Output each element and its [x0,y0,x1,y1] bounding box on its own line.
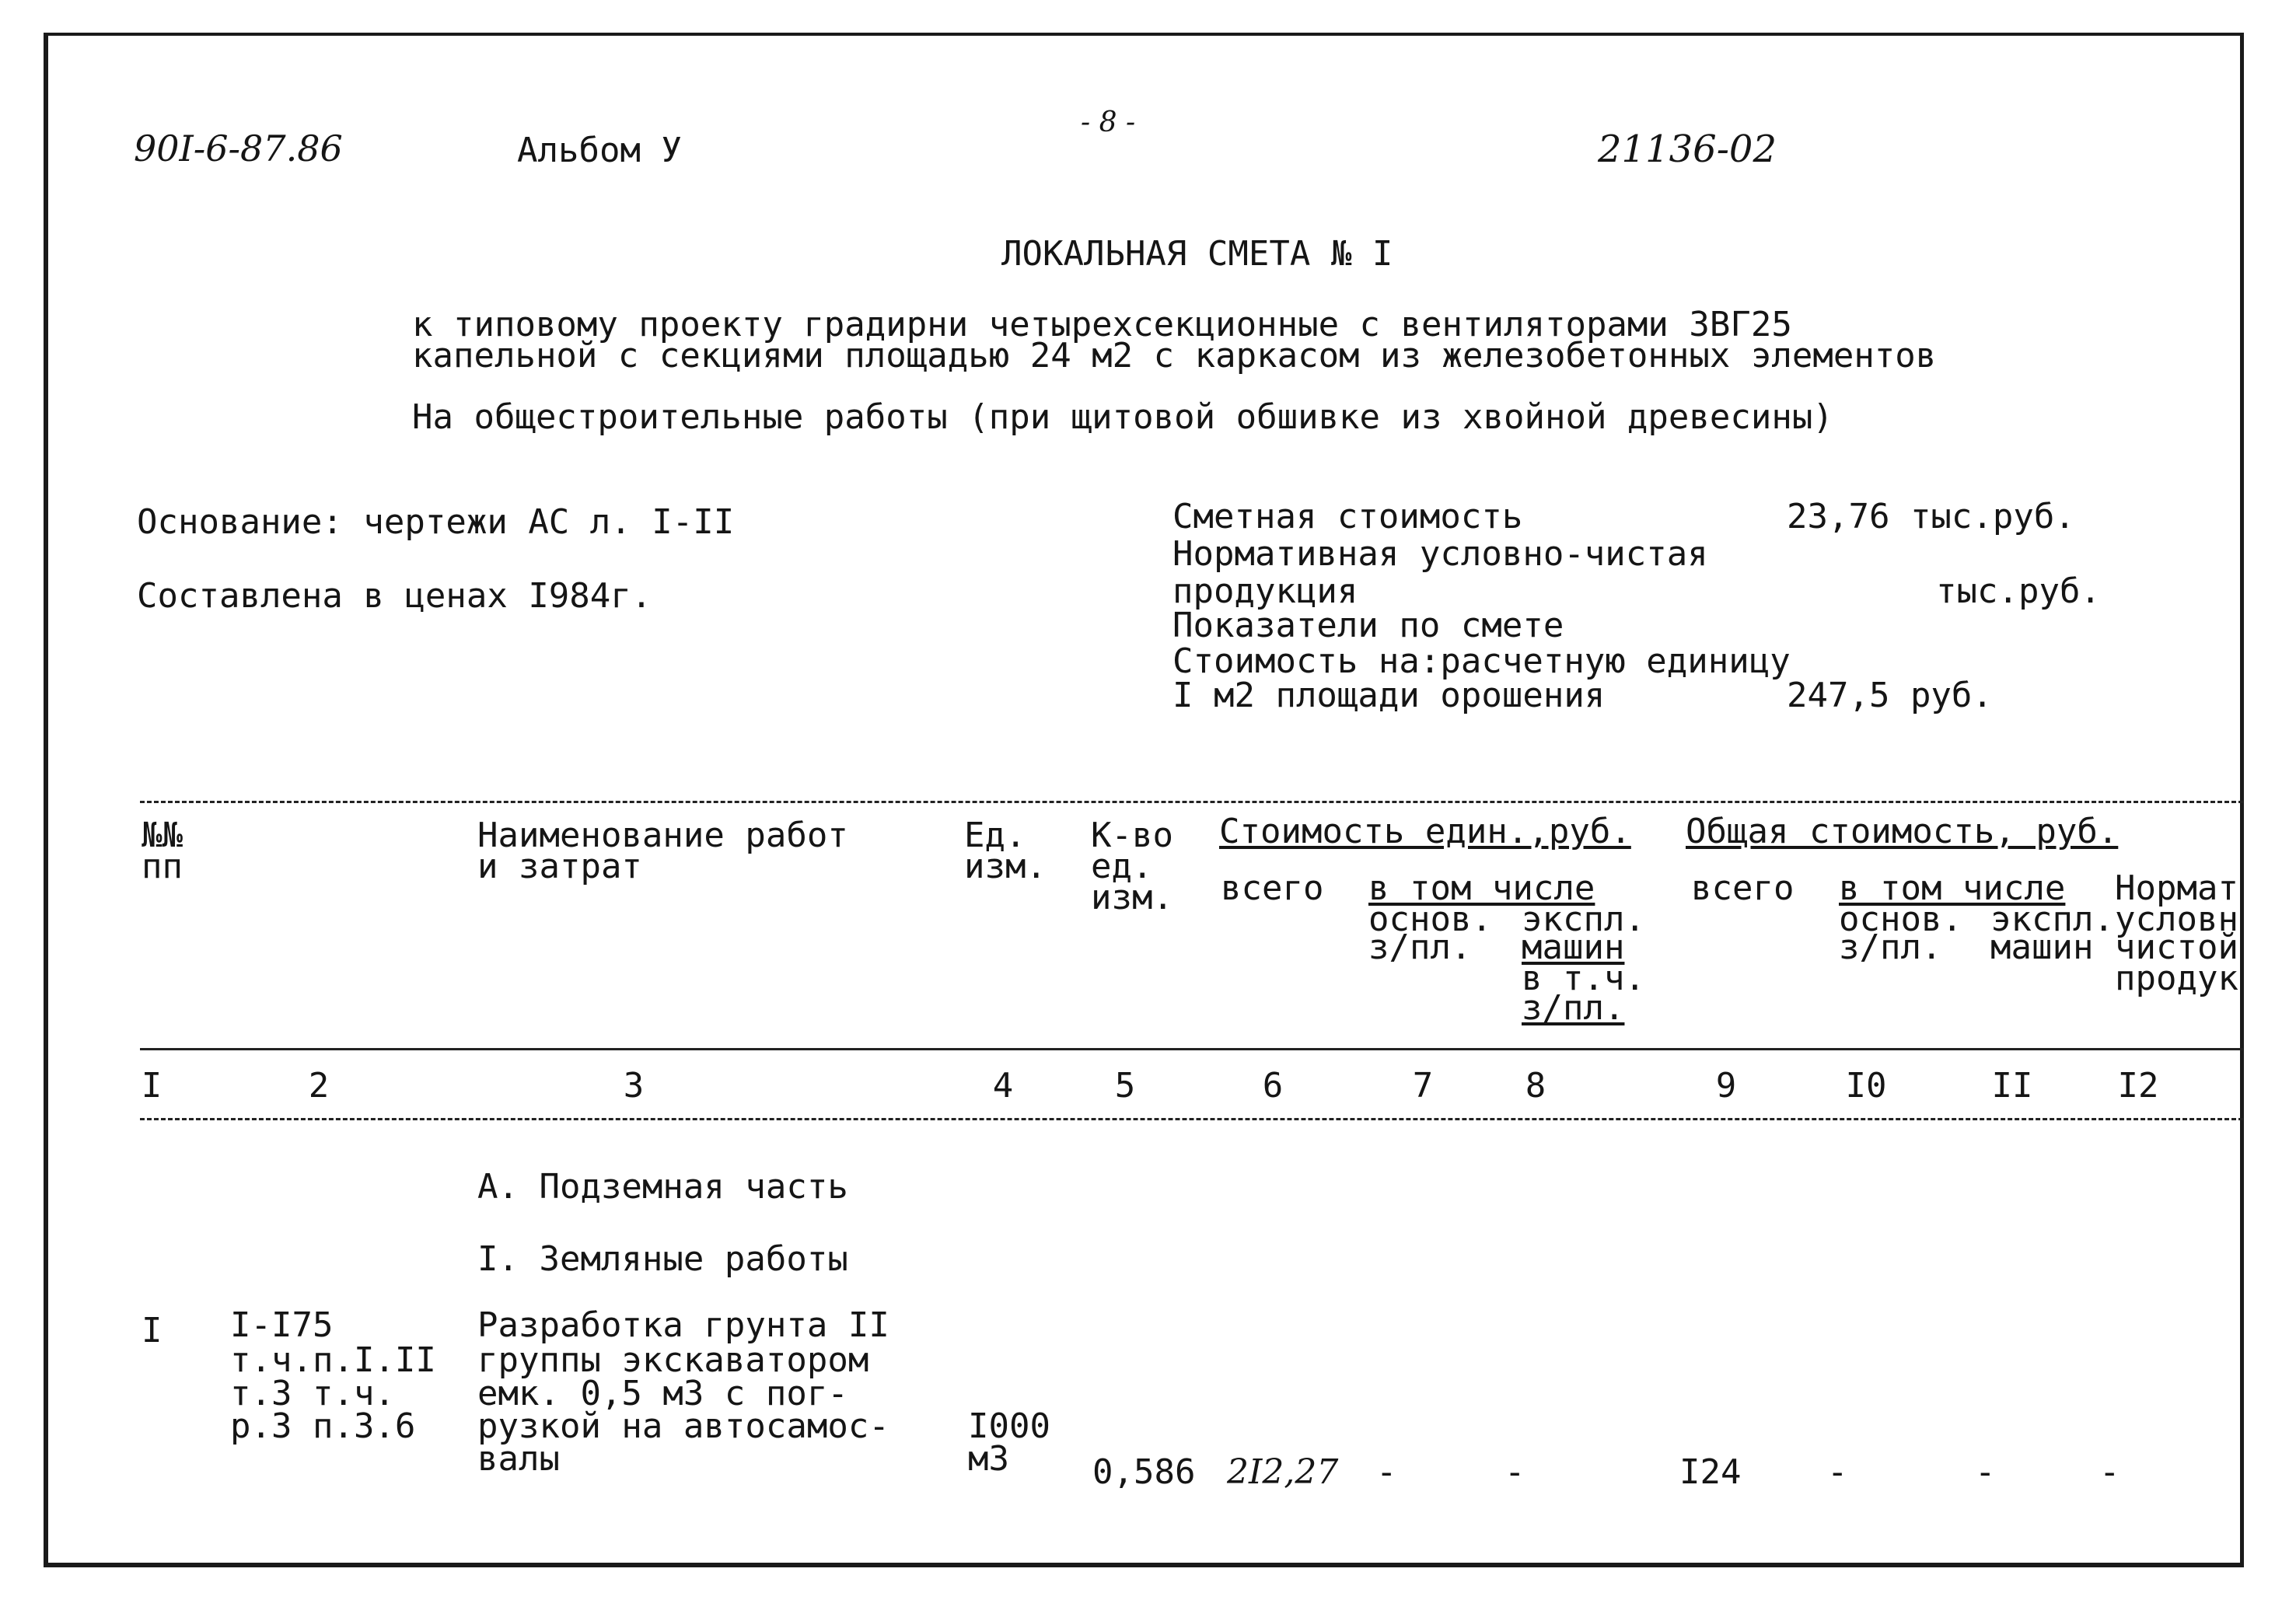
column-number: 8 [1525,1066,1546,1106]
normative-label-1: Нормативная условно-чистая [1172,534,1708,574]
header-norm-2: условн [2115,900,2238,939]
header-qty-1: К-во [1091,816,1173,855]
header-qty-2: ед. [1091,847,1153,886]
header-total-incl: в том числе [1839,868,2066,908]
column-number: I [141,1066,163,1106]
header-unit-incl: в том числе [1368,868,1595,908]
subtitle-line-1: к типовому проекту градирни четырехсекционные с вентиляторами ЗВГ25 [412,305,1792,344]
header-unit-cost: Стоимость един.,руб. [1219,812,1631,851]
row-code-line: т.ч.п.I.II [230,1340,436,1380]
row-name-line: валы [477,1439,560,1479]
header-total-wage-2: з/пл. [1839,928,1942,967]
row-unit-mach: - [1504,1452,1525,1492]
header-unit-mach-3: в т.ч. [1522,959,1645,998]
column-number: II [1991,1066,2033,1106]
area-label: I м2 площади орошения [1172,676,1606,715]
column-number: I2 [2117,1066,2159,1106]
header-norm-4: продук [2115,959,2238,998]
header-unit-2: изм. [964,847,1047,886]
header-unit-1: Ед. [964,816,1026,855]
estimated-cost-value: 23,76 тыс.руб. [1787,497,2075,536]
area-value: 247,5 руб. [1787,676,1993,715]
column-number: 7 [1412,1066,1434,1106]
header-num-1: №№ [142,816,183,855]
header-num-2: пп [142,847,183,886]
header-norm-3: чистой [2115,928,2238,967]
row-name-line: емк. 0,5 м3 с пог- [477,1374,848,1413]
indicators-label: Показатели по смете [1172,606,1564,645]
column-number: 5 [1114,1066,1136,1106]
header-unit-wage-1: основ. [1368,900,1492,939]
row-unit-total: 2I2,27 [1227,1452,1339,1492]
row-code-line: I-I75 [230,1305,334,1345]
column-number: 9 [1715,1066,1737,1106]
row-total-mach: - [1975,1452,1996,1492]
column-number: 4 [992,1066,1014,1106]
row-total-wage: - [1827,1452,1848,1492]
document-title: ЛОКАЛЬНАЯ СМЕТА № I [1001,234,1393,274]
column-numbers-rule [140,1118,2243,1120]
row-name-line: Разработка грунта II [477,1305,889,1345]
row-unit-line: м3 [968,1439,1009,1479]
header-total-wage-1: основ. [1839,900,1962,939]
column-number: 6 [1262,1066,1284,1106]
header-total-sum: всего [1691,868,1795,908]
header-name-1: Наименование работ [477,816,848,855]
row-unit-wage: - [1376,1452,1397,1492]
row-name-line: группы экскаватором [477,1340,869,1380]
normative-unit: тыс.руб. [1936,571,2101,611]
column-number: 2 [308,1066,330,1106]
row-code-line: р.3 п.3.6 [230,1406,416,1446]
row-quantity: 0,586 [1092,1452,1196,1492]
normative-label-2: продукция [1172,571,1358,611]
row-name-line: рузкой на автосамос- [477,1406,889,1446]
header-unit-total: всего [1221,868,1324,908]
header-bottom-rule [140,1048,2243,1050]
document-number: 21136-02 [1598,128,1777,171]
subtitle-line-3: На общестроительные работы (при щитовой обшивке из хвойной древесины) [412,397,1833,437]
header-unit-mach-4: з/пл. [1522,988,1625,1028]
subtitle-line-2: капельной с секциями площадью 24 м2 с каркасом из железобетонных элементов [412,336,1937,376]
section-heading: А. Подземная часть [477,1167,848,1207]
header-qty-3: изм. [1091,878,1173,917]
header-norm-1: Нормат [2115,868,2238,908]
basis-text: Основание: чертежи АС л. I-II [137,502,735,542]
estimated-cost-label: Сметная стоимость [1172,497,1523,536]
header-total-cost: Общая стоимость, руб. [1686,812,2119,851]
album-label: Альбом У [517,131,682,170]
project-code: 90I-6-87.86 [134,128,343,169]
header-unit-mach-1: экспл. [1522,900,1645,939]
column-number: I0 [1845,1066,1887,1106]
header-unit-mach-2: машин [1522,928,1625,967]
header-unit-wage-2: з/пл. [1368,928,1472,967]
column-number: 3 [623,1066,645,1106]
prices-text: Составлена в ценах I984г. [137,576,652,616]
header-total-mach-1: экспл. [1990,900,2114,939]
subsection-heading: I. Земляные работы [477,1239,848,1279]
row-code-line: т.3 т.ч. [230,1374,395,1413]
table-top-rule [140,801,2243,803]
unit-cost-label: Стоимость на:расчетную единицу [1172,641,1791,681]
header-total-mach-2: машин [1990,928,2094,967]
row-norm: - [2099,1452,2120,1492]
row-unit-line: I000 [968,1406,1050,1446]
row-num: I [142,1311,163,1350]
header-name-2: и затрат [477,847,642,886]
row-total: I24 [1679,1452,1742,1492]
page-number: - 8 - [1081,107,1136,138]
